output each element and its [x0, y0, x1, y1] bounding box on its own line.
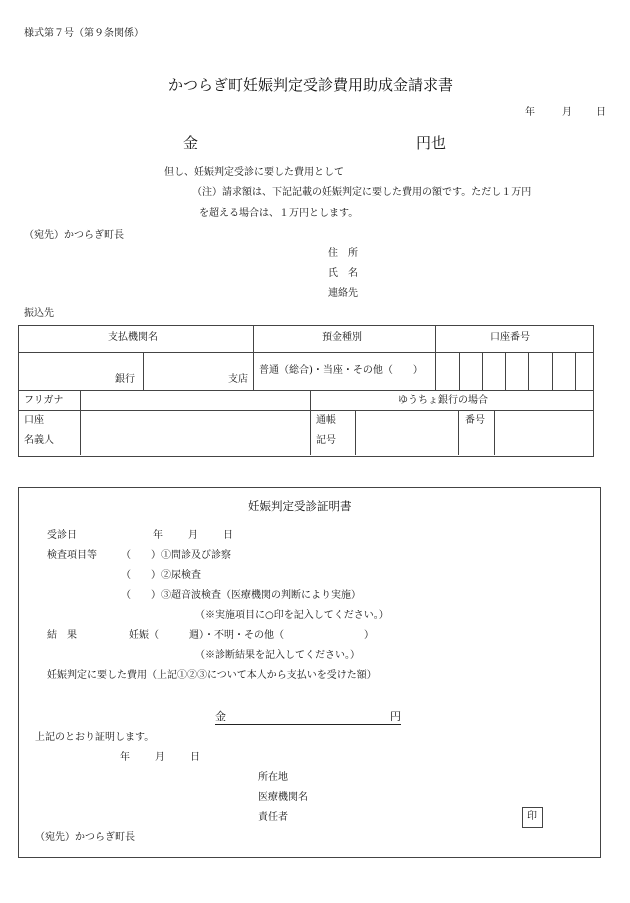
holder-label-1: 口座 — [24, 415, 44, 426]
purpose-note-2: を超える場合は、１万円とします。 — [199, 208, 359, 219]
branch-suffix: 支店 — [228, 374, 248, 385]
passbook-label-1: 通帳 — [316, 415, 336, 426]
cost-label: 妊娠判定に要した費用（上記①②③について本人から支払いを受けた額） — [47, 670, 377, 681]
item-note: （※実施項目に○印を記入してください。） — [195, 610, 389, 621]
purpose-line: 但し、妊娠判定受診に要した費用として — [164, 167, 344, 178]
number-label: 番号 — [465, 415, 485, 426]
holder-label-2: 名義人 — [24, 435, 54, 446]
certificate-title: 妊娠判定受診証明書 — [248, 499, 352, 513]
exam-date-year: 年 — [153, 530, 163, 541]
institution-label: 医療機関名 — [258, 792, 308, 803]
exam-date-label: 受診日 — [47, 530, 77, 541]
cert-date-day: 日 — [190, 752, 200, 763]
seal-label: 印 — [527, 811, 537, 822]
date-year: 年 — [525, 107, 535, 118]
cost-amount-line — [215, 711, 401, 725]
applicant-name-label: 氏 名 — [328, 268, 358, 279]
result-value: 妊娠（ 週）・不明・その他（ ） — [129, 630, 374, 641]
form-number: 様式第７号（第９条関係） — [24, 28, 144, 39]
date-day: 日 — [596, 107, 606, 118]
cost-yen: 円 — [390, 710, 401, 723]
col-account-number: 口座番号 — [490, 332, 530, 343]
date-month: 月 — [562, 107, 572, 118]
item-3: （ ）③超音波検査（医療機関の判断により実施） — [121, 590, 361, 601]
responsible-label: 責任者 — [258, 812, 288, 823]
col-institution: 支払機関名 — [108, 332, 158, 343]
applicant-contact-label: 連絡先 — [328, 288, 358, 299]
passbook-label-2: 記号 — [316, 435, 336, 446]
yucho-label: ゆうちょ銀行の場合 — [398, 395, 488, 406]
furigana-label: フリガナ — [24, 395, 64, 406]
deposit-options: 普通（総合)・当座・その他（ ） — [259, 365, 423, 376]
purpose-note-1: （注）請求額は、下記記載の妊娠判定に要した費用の額です。ただし１万円 — [192, 187, 532, 198]
amount-kin: 金 — [183, 134, 199, 152]
applicant-address-label: 住 所 — [328, 248, 358, 259]
seal-box — [522, 807, 543, 828]
col-deposit-type: 預金種別 — [322, 332, 362, 343]
item-2: （ ）②尿検査 — [121, 570, 201, 581]
certify-statement: 上記のとおり証明します。 — [35, 732, 155, 743]
page-title: かつらぎ町妊娠判定受診費用助成金請求書 — [168, 76, 454, 94]
cost-kin: 金 — [215, 710, 226, 723]
items-label: 検査項目等 — [47, 550, 97, 561]
item-1: （ ）①問診及び診察 — [121, 550, 231, 561]
addressee: （宛先）かつらぎ町長 — [24, 230, 124, 241]
exam-date-month: 月 — [188, 530, 198, 541]
cert-date-month: 月 — [155, 752, 165, 763]
certificate-addressee: （宛先）かつらぎ町長 — [35, 832, 135, 843]
transfer-heading: 振込先 — [24, 308, 54, 319]
bank-suffix: 銀行 — [115, 374, 135, 385]
location-label: 所在地 — [258, 772, 288, 783]
result-label: 結 果 — [47, 630, 77, 641]
exam-date-day: 日 — [223, 530, 233, 541]
result-note: （※診断結果を記入してください。） — [195, 650, 360, 661]
amount-yen-nari: 円也 — [416, 134, 447, 152]
cert-date-year: 年 — [120, 752, 130, 763]
